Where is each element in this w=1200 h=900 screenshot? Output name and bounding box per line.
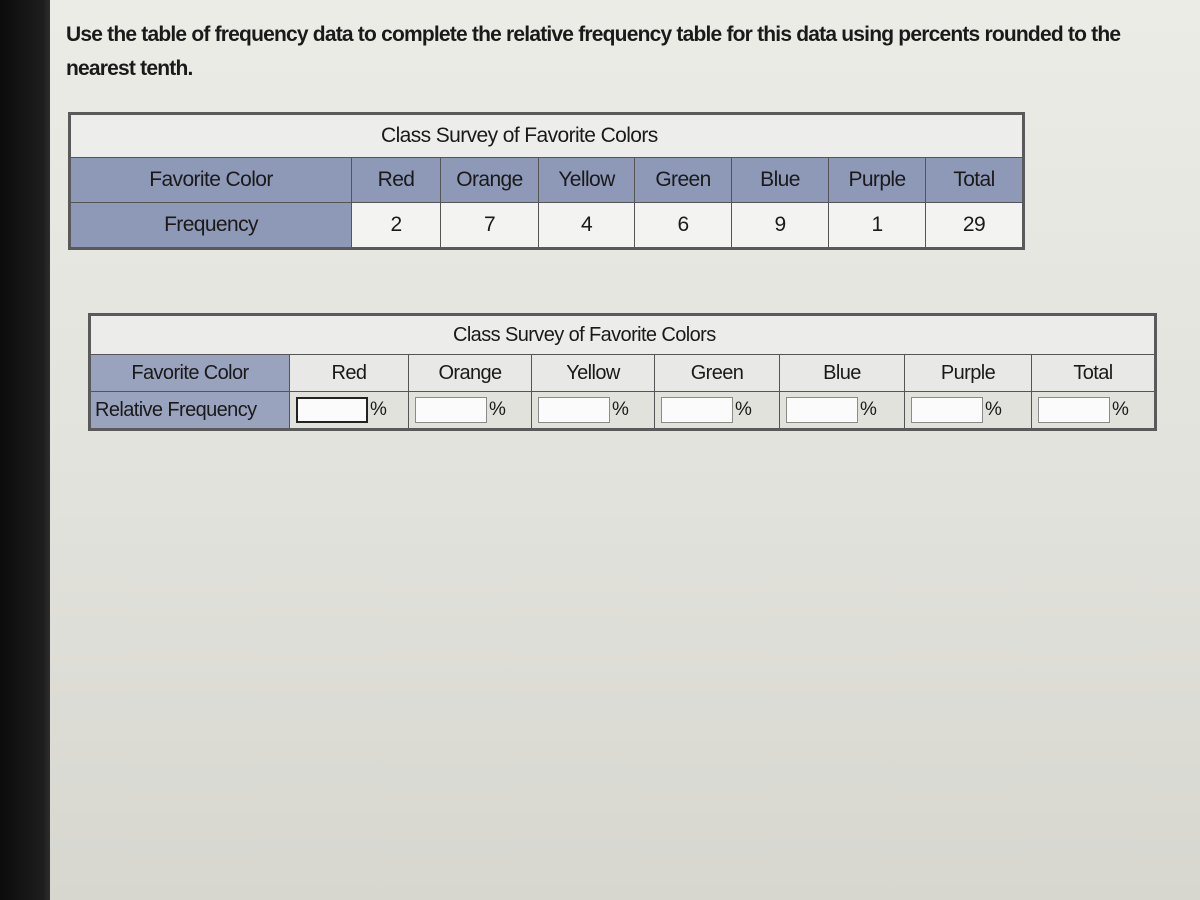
relative-answer-row [90,392,1156,430]
answer-input-purple[interactable] [911,397,983,423]
answer-cell-orange [409,392,532,430]
rel-row-label-relative-frequency: Relative Frequency [90,392,290,430]
rel-color-header-yellow: Yellow [532,355,655,392]
frequency-table [68,112,1025,250]
answer-cell-purple [905,392,1032,430]
color-header-red: Red [352,158,441,203]
answer-input-green[interactable] [661,397,733,423]
percent-sign: % [985,399,1002,420]
answer-input-red[interactable] [296,397,368,423]
answer-input-blue[interactable] [786,397,858,423]
question-prompt: Use the table of frequency data to complete the relative frequency table for this data using percents rounded to the nearest tenth. [66,23,1121,80]
percent-sign: % [860,399,877,420]
rel-color-header-blue: Blue [780,355,905,392]
frequency-purple: 1 [829,203,926,249]
percent-sign: % [612,399,629,420]
answer-input-total[interactable] [1038,397,1110,423]
rel-color-header-green: Green [655,355,780,392]
percent-sign: % [1112,399,1129,420]
answer-cell-total [1032,392,1156,430]
rel-color-header-red: Red [290,355,409,392]
color-header-total: Total [926,158,1024,203]
relative-header-row [90,355,1156,392]
percent-sign: % [489,399,506,420]
relative-frequency-table [88,313,1157,431]
color-header-purple: Purple [829,158,926,203]
color-header-yellow: Yellow [539,158,635,203]
frequency-values-row [70,203,1024,249]
rel-color-header-orange: Orange [409,355,532,392]
row-label-frequency: Frequency [70,203,352,249]
rel-color-header-purple: Purple [905,355,1032,392]
frequency-header-row [70,158,1024,203]
percent-sign: % [735,399,752,420]
relative-table-title: Class Survey of Favorite Colors [90,315,1156,355]
rel-row-label-favorite-color: Favorite Color [90,355,290,392]
rel-color-header-total: Total [1032,355,1156,392]
answer-cell-blue [780,392,905,430]
color-header-blue: Blue [732,158,829,203]
frequency-total: 29 [926,203,1024,249]
color-header-orange: Orange [441,158,539,203]
frequency-table-title: Class Survey of Favorite Colors [70,114,1024,158]
frequency-red: 2 [352,203,441,249]
frequency-green: 6 [635,203,732,249]
answer-input-orange[interactable] [415,397,487,423]
frequency-yellow: 4 [539,203,635,249]
percent-sign: % [370,399,387,420]
color-header-green: Green [635,158,732,203]
answer-input-yellow[interactable] [538,397,610,423]
answer-cell-yellow [532,392,655,430]
answer-cell-green [655,392,780,430]
row-label-favorite-color: Favorite Color [70,158,352,203]
answer-cell-red [290,392,409,430]
frequency-blue: 9 [732,203,829,249]
frequency-orange: 7 [441,203,539,249]
